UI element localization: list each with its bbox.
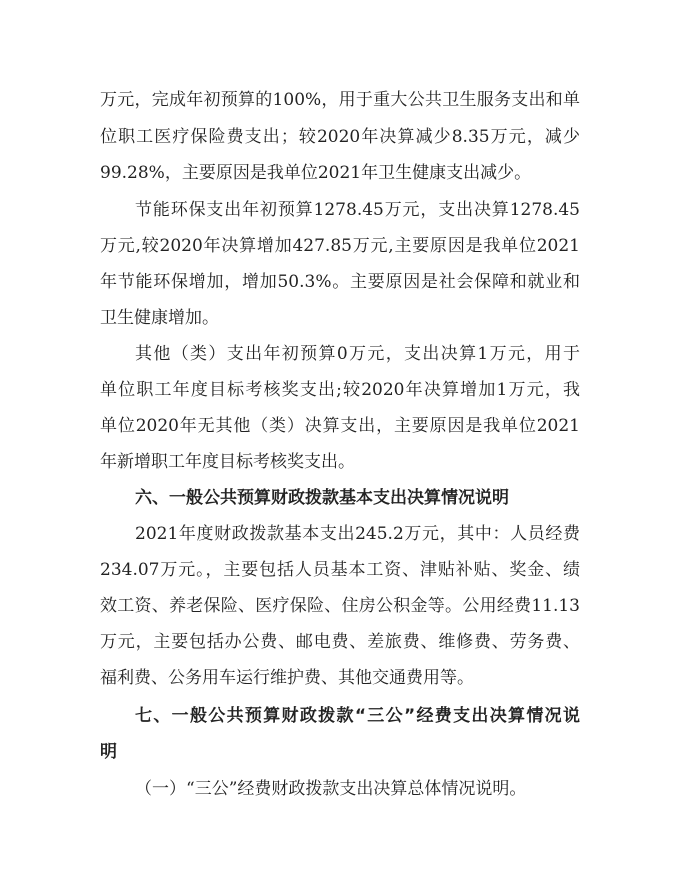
text-line: 节能环保支出年初预算1278.45万元，支出决算1278.45: [135, 200, 580, 220]
text-line: 福利费、公务用车运行维护费、其他交通费用等。: [100, 668, 474, 688]
text-line: 万元，完成年初预算的100%，用于重大公共卫生服务支出和单: [100, 90, 580, 110]
text-line: 234.07万元。，主要包括人员基本工资、津贴补贴、奖金、绩: [100, 560, 580, 580]
text-line: 万元，主要包括办公费、邮电费、差旅费、维修费、劳务费、: [100, 632, 580, 652]
text-line: 单位职工年度目标考核奖支出;较2020年决算增加1万元，我: [100, 380, 580, 400]
section-heading-line: 明: [100, 742, 117, 762]
text-line: （一）“三公”经费财政拨款支出决算总体情况说明。: [135, 779, 527, 799]
text-line: 年新增职工年度目标考核奖支出。: [100, 452, 355, 472]
text-line: 效工资、养老保险、医疗保险、住房公积金等。公用经费11.13: [100, 596, 580, 616]
section-heading-line: 六、一般公共预算财政拨款基本支出决算情况说明: [135, 488, 509, 508]
text-line: 单位2020年无其他（类）决算支出，主要原因是我单位2021: [100, 416, 580, 436]
section-heading-line: 七、一般公共预算财政拨款“三公”经费支出决算情况说: [135, 706, 580, 726]
text-line: 年节能环保增加，增加50.3%。主要原因是社会保障和就业和: [100, 272, 580, 292]
text-line: 位职工医疗保险费支出；较2020年决算减少8.35万元，减少: [100, 127, 580, 147]
text-line: 万元,较2020年决算增加427.85万元,主要原因是我单位2021: [100, 236, 580, 256]
text-line: 2021年度财政拨款基本支出245.2万元，其中：人员经费: [135, 524, 580, 544]
text-line: 卫生健康增加。: [100, 308, 219, 328]
text-line: 其他（类）支出年初预算0万元，支出决算1万元，用于: [135, 344, 580, 364]
text-line: 99.28%，主要原因是我单位2021年卫生健康支出减少。: [100, 163, 532, 183]
